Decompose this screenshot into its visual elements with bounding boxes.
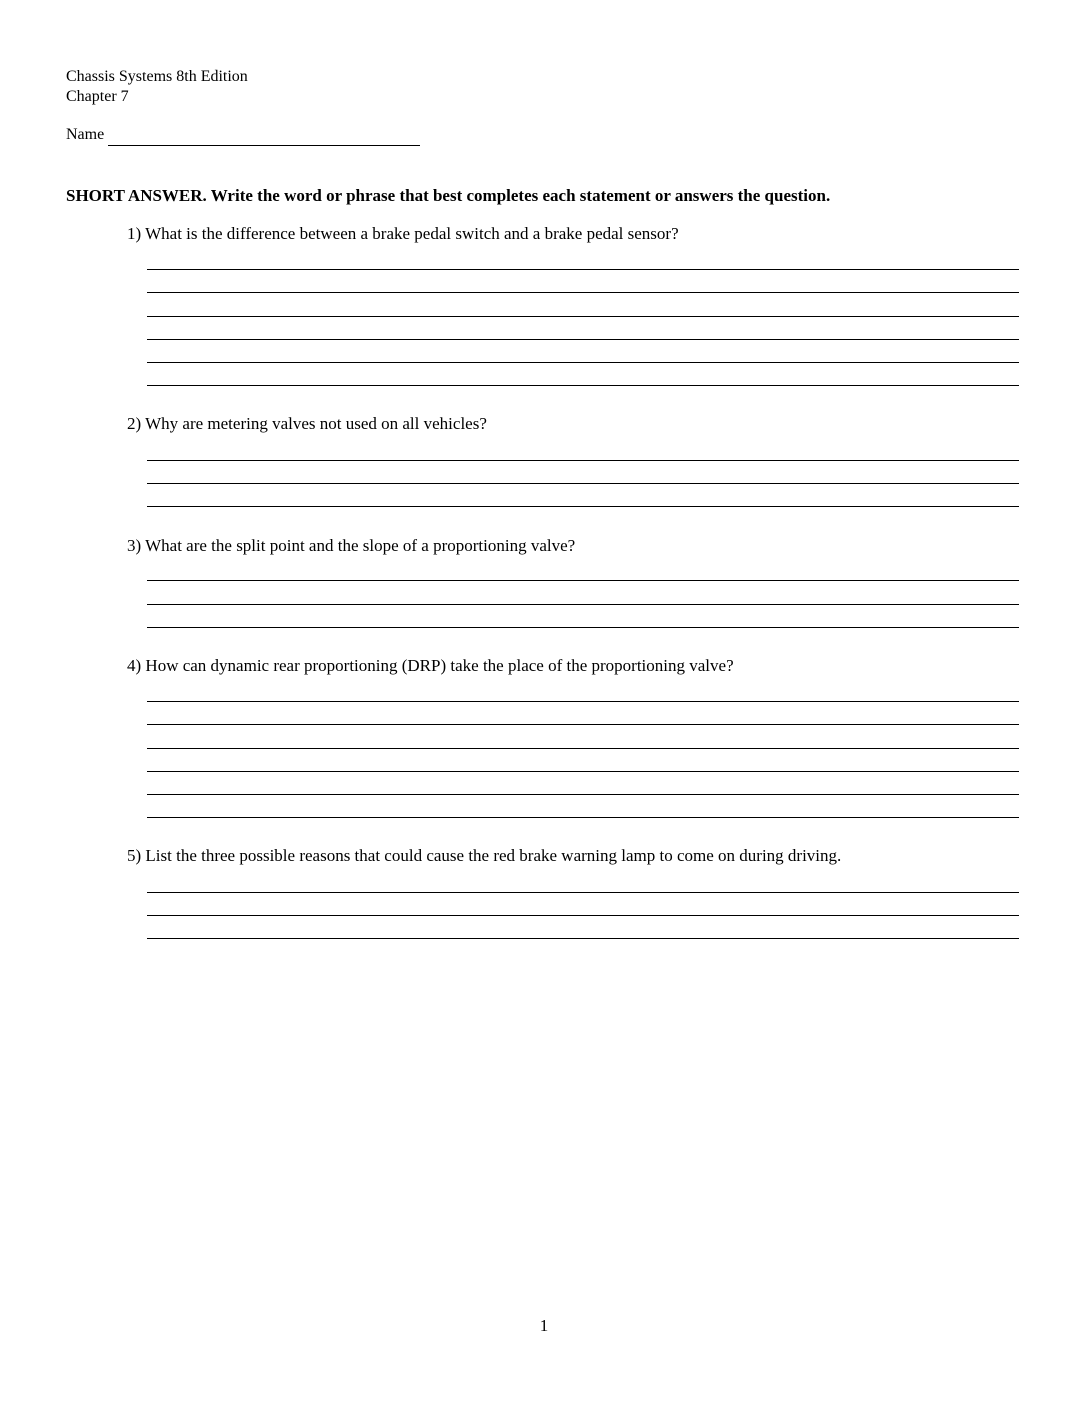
answer-line[interactable] — [147, 892, 1019, 893]
course-title: Chassis Systems 8th Edition — [66, 68, 248, 85]
answer-line[interactable] — [147, 701, 1019, 702]
answer-line[interactable] — [147, 915, 1019, 916]
answer-line[interactable] — [147, 339, 1019, 340]
answer-line[interactable] — [147, 627, 1019, 628]
answer-line[interactable] — [147, 771, 1019, 772]
answer-line[interactable] — [147, 794, 1019, 795]
name-field[interactable] — [108, 145, 420, 146]
instructions: SHORT ANSWER. Write the word or phrase that best completes each statement or answers the question. — [66, 186, 831, 205]
answer-line[interactable] — [147, 269, 1019, 270]
name-label: Name — [66, 126, 105, 143]
answer-line[interactable] — [147, 483, 1019, 484]
answer-line[interactable] — [147, 385, 1019, 386]
answer-line[interactable] — [147, 460, 1019, 461]
answer-line[interactable] — [147, 748, 1019, 749]
answer-line[interactable] — [147, 724, 1019, 725]
answer-line[interactable] — [147, 362, 1019, 363]
question-1: 1) What is the difference between a brake pedal switch and a brake pedal sensor? — [127, 224, 679, 243]
answer-line[interactable] — [147, 506, 1019, 507]
question-2: 2) Why are metering valves not used on all vehicles? — [127, 414, 487, 433]
question-3: 3) What are the split point and the slope of a proportioning valve? — [127, 536, 576, 555]
question-5: 5) List the three possible reasons that could cause the red brake warning lamp to come on during driving. — [127, 846, 842, 865]
question-4: 4) How can dynamic rear proportioning (DRP) take the place of the proportioning valve? — [127, 656, 734, 675]
answer-line[interactable] — [147, 580, 1019, 581]
answer-line[interactable] — [147, 604, 1019, 605]
answer-line[interactable] — [147, 817, 1019, 818]
chapter-label: Chapter 7 — [66, 88, 129, 105]
answer-line[interactable] — [147, 938, 1019, 939]
answer-line[interactable] — [147, 292, 1019, 293]
page-number: 1 — [539, 1316, 549, 1335]
answer-line[interactable] — [147, 316, 1019, 317]
